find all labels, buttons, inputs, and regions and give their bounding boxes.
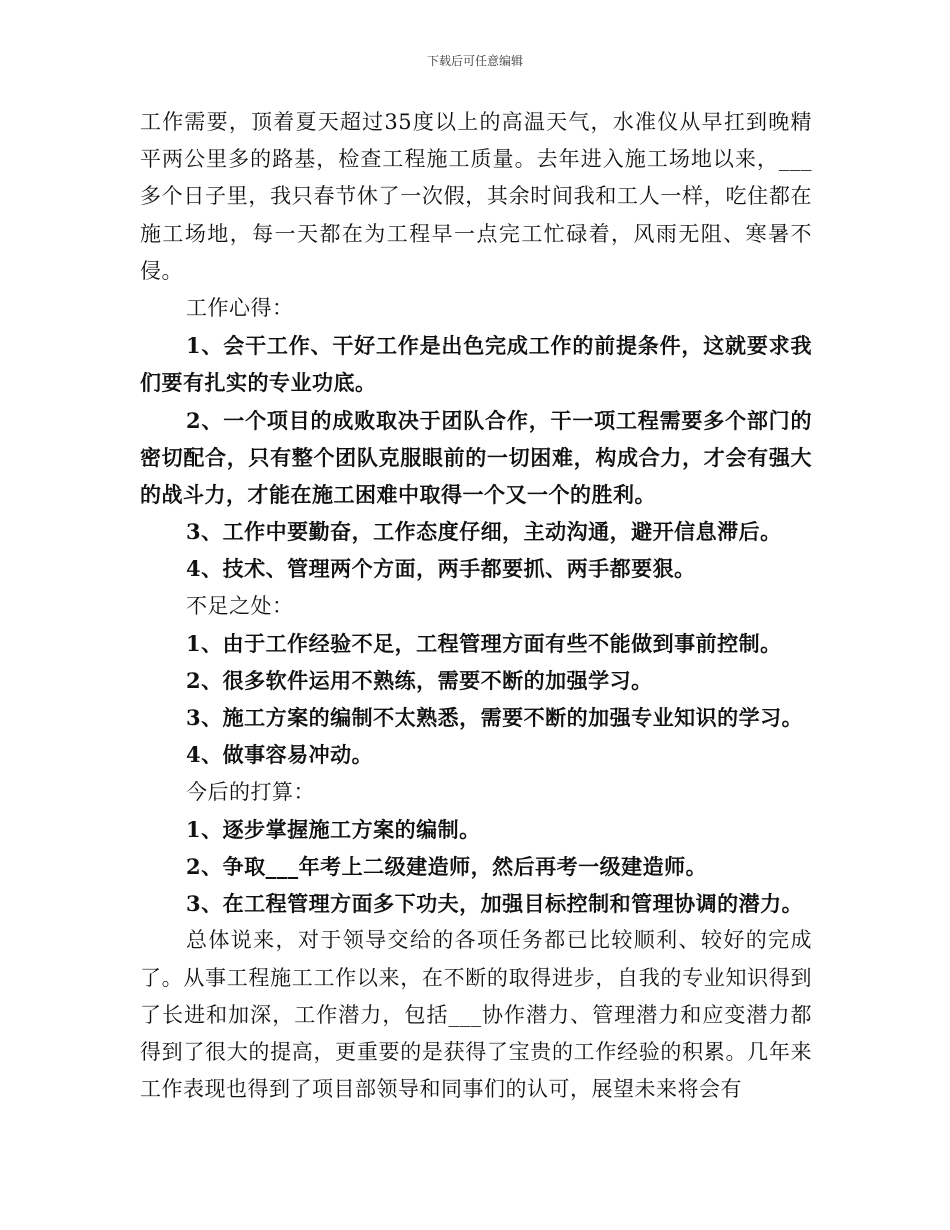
- shortcoming-item-3: 3、施工方案的编制不太熟悉，需要不断的加强专业知识的学习。: [186, 705, 804, 731]
- intro-paragraph: 工作需要，顶着夏天超过35度以上的高温天气，水准仪从早扛到晚精平两公里多的路基，检查工程施工质量。去年进入施工场地以来，___多个日子里，我只春节休了一次假，其余时间我和工人一样，吃住都在施工场地，每一天都在为工程早一点完工忙碌着，风雨无阻、寒暑不侵。: [140, 110, 812, 283]
- section-heading-plans: 今后的打算：: [186, 779, 315, 804]
- page-header: 下载后可任意编辑: [426, 54, 523, 68]
- experience-item-3: 3、工作中要勤奋，工作态度仔细，主动沟通，避开信息滞后。: [186, 519, 782, 545]
- shortcoming-item-1: 1、由于工作经验不足，工程管理方面有些不能做到事前控制。: [186, 630, 782, 656]
- summary-paragraph: 总体说来，对于领导交给的各项任务都已比较顺利、较好的完成了。从事工程施工工作以来，在不断的取得进步，自我的专业知识得到了长进和加深，工作潜力，包括___协作潜力、管理潜力和应变潜力都得到了很大的提高，更重要的是获得了宝贵的工作经验的积累。几年来工作表现也得到了项目部领导和同事们的认可，展望未来将会有: [140, 928, 812, 1102]
- experience-item-4: 4、技术、管理两个方面，两手都要抓、两手都要狠。: [186, 556, 696, 582]
- shortcoming-item-2: 2、很多软件运用不熟练，需要不断的加强学习。: [186, 668, 653, 694]
- section-heading-shortcomings: 不足之处：: [186, 593, 294, 618]
- plan-item-3: 3、在工程管理方面多下功夫，加强目标控制和管理协调的潜力。: [186, 891, 804, 917]
- plan-item-2: 2、争取___年考上二级建造师，然后再考一级建造师。: [186, 854, 708, 880]
- experience-item-1: 1、会干工作、干好工作是出色完成工作的前提条件，这就要求我们要有扎实的专业功底。: [140, 333, 812, 396]
- experience-item-2: 2、一个项目的成败取决于团队合作，干一项工程需要多个部门的密切配合，只有整个团队克服眼前的一切困难，构成合力，才会有强大的战斗力，才能在施工困难中取得一个又一个的胜利。: [140, 407, 812, 508]
- section-heading-experience: 工作心得：: [186, 296, 294, 321]
- shortcoming-item-4: 4、做事容易冲动。: [186, 742, 374, 768]
- document-body: [140, 104, 812, 1108]
- plan-item-1: 1、逐步掌握施工方案的编制。: [186, 816, 481, 842]
